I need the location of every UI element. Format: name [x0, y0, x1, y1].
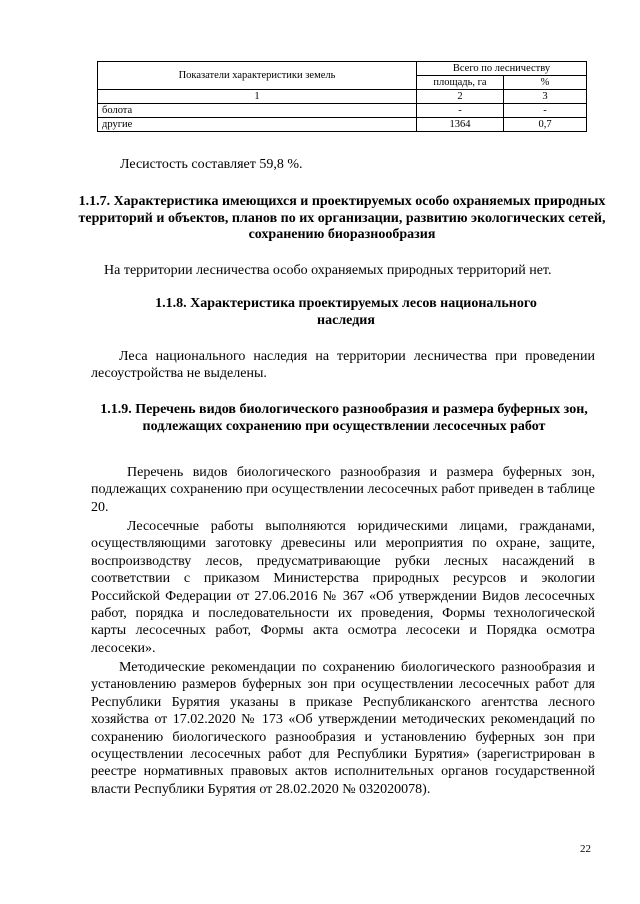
- row-area: -: [417, 104, 504, 118]
- page-number: 22: [580, 843, 591, 855]
- header-area: площадь, га: [417, 76, 504, 90]
- section-1-1-9-title: 1.1.9. Перечень видов биологического разнообразия и размера буферных зон, подлежащих сохранению при осуществлении лесосечных работ: [100, 402, 588, 434]
- section-1-1-8-title: 1.1.8. Характеристика проектируемых лесов национального наследия: [155, 296, 537, 328]
- table-header-row: [98, 62, 587, 76]
- section-1-1-7-title: 1.1.7. Характеристика имеющихся и проектируемых особо охраняемых природных территорий и объектов, планов по их организации, развитию экологических сетей, сохранению биоразнообразия: [78, 194, 606, 242]
- row-name: другие: [98, 118, 417, 132]
- row-name: болота: [98, 104, 417, 118]
- row-percent: 0,7: [504, 118, 587, 132]
- table-row: [98, 104, 587, 118]
- section-1-1-8-text: Леса национального наследия на территории лесничества при проведении лесоустройства не выделены.: [91, 349, 595, 382]
- section-1-1-7-text: На территории лесничества особо охраняемых природных территорий нет.: [104, 263, 552, 278]
- forest-cover-text: Лесистость составляет 59,8 %.: [120, 157, 303, 172]
- column-number: 2: [417, 90, 504, 104]
- header-indicators: Показатели характеристики земель: [98, 62, 417, 90]
- row-percent: -: [504, 104, 587, 118]
- column-number: 1: [98, 90, 417, 104]
- row-area: 1364: [417, 118, 504, 132]
- header-total-forestry: Всего по лесничеству: [417, 62, 587, 76]
- table-row: [98, 118, 587, 132]
- section-1-1-9-paragraph-2: Лесосечные работы выполняются юридическими лицами, гражданами, осуществляющими заготовку древесины или мероприятия по охране, защите, воспроизводству лесов, предусматривающие рубки лесных насаждений в соответствии с приказом Министерства природных ресурсов и экологии Российской Федерации от 27.06.2016 № 367 «Об утверждении Видов лесосечных работ, порядка и последовательности их проведения, Формы технологической карты лесосечных работ, Формы акта осмотра лесосеки и Порядка осмотра лесосеки».: [91, 519, 595, 656]
- column-number: 3: [504, 90, 587, 104]
- section-1-1-9-paragraph-1: Перечень видов биологического разнообразия и размера буферных зон, подлежащих сохранению при осуществлении лесосечных работ приведен в таблице 20.: [91, 465, 595, 515]
- land-characteristics-table: [97, 61, 587, 132]
- section-1-1-9-paragraph-3: Методические рекомендации по сохранению биологического разнообразия и установлению размеров буферных зон при осуществлении лесосечных работ для Республики Бурятия указаны в приказе Республиканского агентства лесного хозяйства от 17.02.2020 № 173 «Об утверждении методических рекомендаций по сохранению биологического разнообразия и установлению буферных зон при осуществлении лесосечных работ для Республики Бурятия» (зарегистрирован в реестре нормативных правовых актов исполнительных органов государственной власти Республики Бурятия от 28.02.2020 № 032020078).: [91, 660, 595, 797]
- table-number-row: [98, 90, 587, 104]
- header-percent: %: [504, 76, 587, 90]
